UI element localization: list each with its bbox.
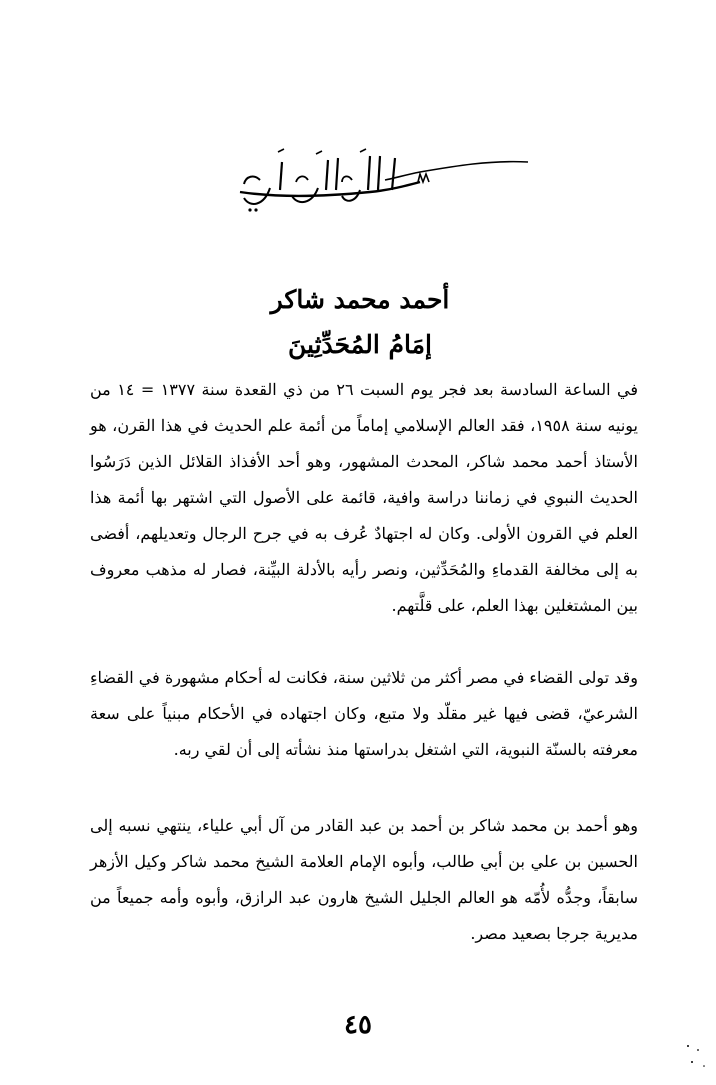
page-number: ٤٥ <box>344 1010 372 1040</box>
biography-subtitle: إمَامُ المُحَدِّثِينَ <box>288 330 432 359</box>
scan-speck-icon <box>684 1040 708 1070</box>
paragraph-1: في الساعة السادسة بعد فجر يوم السبت ٢٦ من ذي القعدة سنة ١٣٧٧ = ١٤ من يونيه سنة ١٩٥٨، فقد العالم الإسلامي إماماً من أئمة علم الحديث في هذا القرن، هو الأستاذ أحمد محمد شاكر، المحدث المشهور، وهو أحد الأفذاذ القلائل الذين دَرَسُوا الحديث النبوي في زماننا دراسة وافية، قائمة على الأصول التي اشتهر بها أئمة هذا العلم في القرون الأولى. وكان له اجتهادٌ عُرف به في جرح الرجال وتعديلهم، أفضى به إلى مخالفة القدماءِ والمُحَدِّثين، ونصر رأيه بالأدلة البيِّنة، فصار له مذهب معروف بين المشتغلين بهذا العلم، على قلَّتهم. <box>90 380 639 615</box>
basmala-calligraphy-icon <box>220 140 530 220</box>
biography-name-heading: أحمد محمد شاكر <box>270 285 450 314</box>
paragraph-2: وقد تولى القضاء في مصر أكثر من ثلاثين سنة، فكانت له أحكام مشهورة في القضاءِ الشرعيّ، قضى فيها غير مقلّد ولا متبع، وكان اجتهاده في الأحكام مبنياً على سعة معرفته بالسنّة النبوية، التي اشتغل بدراستها منذ نشأته إلى أن لقي ربه. <box>90 668 639 759</box>
basmala-calligraphy <box>220 140 530 220</box>
paragraph-3: وهو أحمد بن محمد شاكر بن أحمد بن عبد القادر من آل أبي علياء، ينتهي نسبه إلى الحسين بن علي بن أبي طالب، وأبوه الإمام العلامة الشيخ محمد شاكر وكيل الأزهر سابقاً، وجدُّه لأُمّه هو العالم الجليل الشيخ هارون عبد الرازق، وأبوه وأمه جميعاً من مديرية جرجا بصعيد مصر. <box>90 816 638 943</box>
